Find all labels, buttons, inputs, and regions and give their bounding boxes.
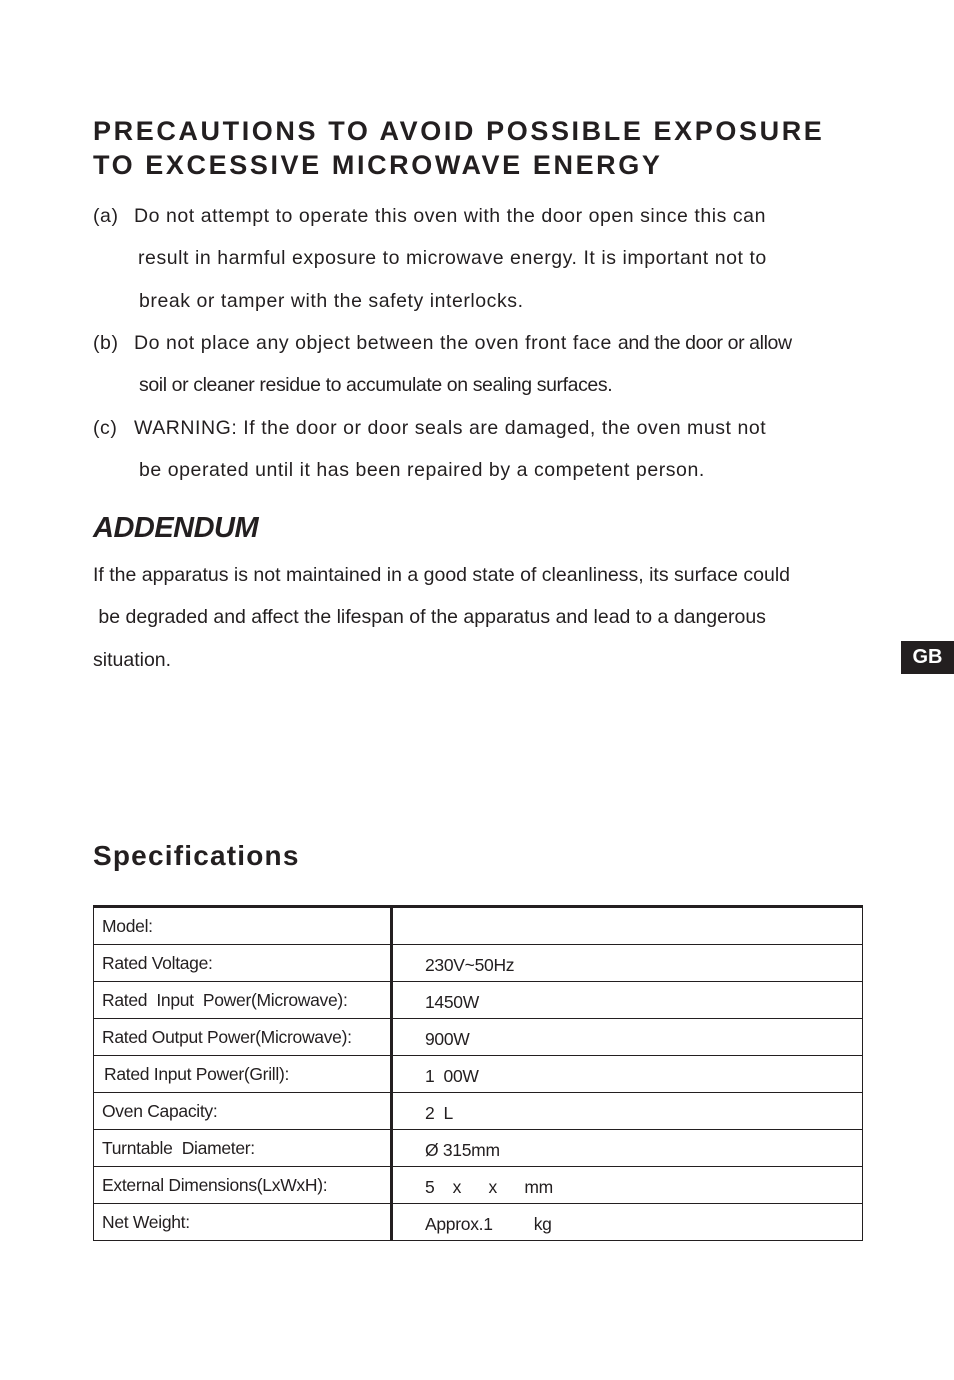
precaution-b-marker: (b) bbox=[93, 332, 119, 354]
spec-value: 1450W bbox=[392, 982, 863, 1019]
spec-row-oven-capacity bbox=[94, 1093, 863, 1130]
specifications-table bbox=[93, 905, 863, 1241]
spec-value: 230V~50Hz bbox=[392, 945, 863, 982]
spec-label: Model: bbox=[94, 907, 392, 945]
precaution-c-line-2: be operated until it has been repaired by a competent person. bbox=[139, 459, 705, 481]
precautions-title bbox=[93, 114, 913, 182]
spec-row-net-weight bbox=[94, 1204, 863, 1241]
addendum-line-3: situation. bbox=[93, 649, 172, 671]
addendum-line-2: be degraded and affect the lifespan of the apparatus and lead to a dangerous bbox=[93, 606, 766, 628]
spec-value: Approx.1 kg bbox=[392, 1204, 863, 1241]
precaution-a-line-2: result in harmful exposure to microwave energy. It is important not to bbox=[138, 247, 767, 269]
precaution-c-text-1: WARNING: If the door or door seals are damaged, the oven must not bbox=[134, 417, 767, 439]
spec-value: Ø 315mm bbox=[392, 1130, 863, 1167]
precaution-a-line-3: break or tamper with the safety interlocks. bbox=[139, 290, 524, 312]
precaution-c-marker: (c) bbox=[93, 417, 118, 439]
spec-row-input-power-grill bbox=[94, 1056, 863, 1093]
spec-label: Oven Capacity: bbox=[94, 1093, 392, 1130]
spec-row-output-power-microwave bbox=[94, 1019, 863, 1056]
spec-label: Rated Voltage: bbox=[94, 945, 392, 982]
spec-row-rated-voltage bbox=[94, 945, 863, 982]
precaution-b-text-1b: and the door or allow bbox=[617, 332, 792, 354]
specifications-title: Specifications bbox=[93, 840, 300, 871]
spec-value: 2 L bbox=[392, 1093, 863, 1130]
addendum-line-1: If the apparatus is not maintained in a good state of cleanliness, its surface could bbox=[93, 564, 791, 586]
precaution-b-line-2: soil or cleaner residue to accumulate on sealing surfaces. bbox=[139, 374, 613, 396]
precaution-a-marker: (a) bbox=[93, 205, 119, 227]
language-tab-gb: GB bbox=[901, 641, 954, 674]
precautions-title-line-1: PRECAUTIONS TO AVOID POSSIBLE EXPOSURE bbox=[93, 116, 825, 146]
spec-value bbox=[392, 907, 863, 945]
spec-value: 900W bbox=[392, 1019, 863, 1056]
spec-row-turntable-diameter bbox=[94, 1130, 863, 1167]
precautions-title-line-2: TO EXCESSIVE MICROWAVE ENERGY bbox=[93, 150, 663, 180]
spec-value: 1 00W bbox=[392, 1056, 863, 1093]
spec-label: Rated Input Power(Grill): bbox=[94, 1056, 392, 1093]
spec-value: 5 x x mm bbox=[392, 1167, 863, 1204]
addendum-title: ADDENDUM bbox=[93, 512, 259, 544]
precaution-c-line-1 bbox=[93, 416, 766, 440]
spec-row-external-dimensions bbox=[94, 1167, 863, 1204]
spec-row-input-power-microwave bbox=[94, 982, 863, 1019]
precaution-b-line-1 bbox=[93, 331, 792, 355]
spec-label: Net Weight: bbox=[94, 1204, 392, 1241]
precaution-a-line-1 bbox=[93, 204, 766, 228]
spec-label: Rated Output Power(Microwave): bbox=[94, 1019, 392, 1056]
precaution-b-text-1: Do not place any object between the oven front face bbox=[134, 332, 612, 354]
spec-row-model bbox=[94, 907, 863, 945]
spec-label: Rated Input Power(Microwave): bbox=[94, 982, 392, 1019]
spec-label: External Dimensions(LxWxH): bbox=[94, 1167, 392, 1204]
precaution-a-text-1: Do not attempt to operate this oven with the door open since this can bbox=[134, 205, 766, 227]
spec-label: Turntable Diameter: bbox=[94, 1130, 392, 1167]
